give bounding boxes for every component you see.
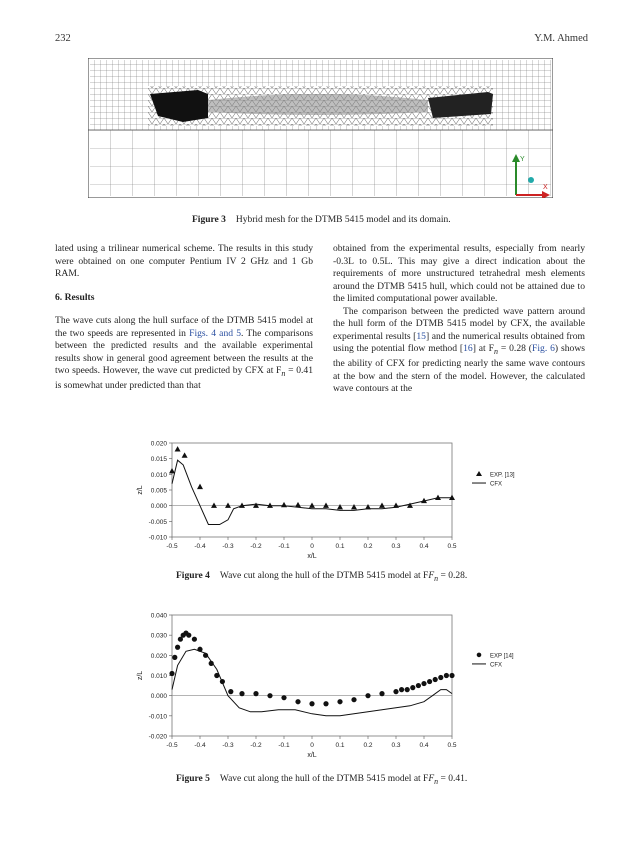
- exp-point: [337, 504, 343, 509]
- x-tick-label: -0.1: [278, 543, 290, 550]
- x-tick-label: -0.2: [250, 742, 262, 749]
- exp-point: [309, 502, 315, 507]
- y-tick-label: 0.020: [150, 440, 167, 448]
- y-tick-label: 0.000: [150, 693, 167, 701]
- exp-point: [175, 446, 181, 451]
- page-number: 232: [55, 33, 71, 44]
- exp-point: [182, 452, 188, 457]
- right-column: [333, 243, 585, 396]
- exp-point: [169, 468, 175, 473]
- figure3-caption: [192, 215, 451, 225]
- figure5-caption: Figure 5 Wave cut along the hull of the DTMB 5415 model at $FF_n = 0.41$.: [176, 774, 468, 786]
- legend-label: EXP [14]: [490, 653, 514, 660]
- exp-point: [186, 633, 191, 638]
- exp-point: [351, 504, 357, 509]
- exp-point: [239, 691, 244, 696]
- exp-point: [438, 675, 443, 680]
- exp-point: [267, 693, 272, 698]
- y-tick-label: 0.030: [150, 632, 167, 640]
- x-tick-label: 0: [310, 543, 314, 550]
- legend-label: EXP. [13]: [490, 472, 515, 479]
- x-tick-label: -0.5: [166, 543, 178, 550]
- x-tick-label: 0.4: [419, 543, 429, 550]
- x-tick-label: 0.5: [447, 543, 457, 550]
- axis-x-label: X: [543, 184, 548, 191]
- figure3-label: Figure 3: [192, 215, 226, 225]
- axis-y-label: Y: [520, 156, 525, 163]
- legend-exp-swatch: [477, 653, 482, 658]
- exp-point: [449, 673, 454, 678]
- axis-z-dot: [528, 177, 534, 183]
- exp-point: [379, 691, 384, 696]
- y-tick-label: 0.020: [150, 652, 167, 660]
- left-paragraph-2: The wave cuts along the hull surface of the DTMB 5415 model at the two speeds are represented in Figs. 4 and 5. The comparisons between the predicted results and the available experimental results show in general good agreement between the results at the two speeds. However, the wave cut predicted by CFX at $F_n = 0.41$ is somewhat under predicted than that: [55, 315, 313, 392]
- exp-point: [253, 502, 259, 507]
- x-tick-label: -0.4: [194, 543, 206, 550]
- exp-point: [379, 502, 385, 507]
- y-tick-label: -0.005: [148, 518, 167, 526]
- hull-midbody: [208, 94, 428, 115]
- exp-point: [309, 701, 314, 706]
- left-paragraph-1: lated using a trilinear numerical scheme. The results in this study were obtained on one computer Pentium IV 2 GHz and 1 Gb RAM.: [55, 243, 313, 279]
- fig-6-link[interactable]: Fig. 6: [532, 343, 555, 354]
- exp-point: [421, 681, 426, 686]
- x-tick-label: 0.4: [419, 742, 429, 749]
- x-tick-label: 0.2: [363, 742, 373, 749]
- exp-point: [365, 693, 370, 698]
- x-tick-label: 0.1: [335, 543, 345, 550]
- figure4-chart: [130, 433, 530, 563]
- legend-exp-swatch: [476, 471, 482, 476]
- right-paragraph-2: The comparison between the predicted wave pattern around the hull form of the DTMB 5415 model by CFX, the available experimental results [15] and the numerical results obtained from using the potential flow method [16] at $F_n = 0.28$ (Fig. 6) shows the ability of CFX for predicting nearly the same wave contours at the bow and the stern of the model. However, the calculated wave contours at the: [333, 305, 585, 395]
- figure4-label: Figure 4: [176, 571, 210, 581]
- exp-point: [169, 671, 174, 676]
- x-tick-label: 0.2: [363, 543, 373, 550]
- x-axis-label: x/L: [307, 553, 317, 560]
- x-tick-label: -0.4: [194, 742, 206, 749]
- exp-point: [337, 699, 342, 704]
- x-tick-label: -0.5: [166, 742, 178, 749]
- exp-point: [427, 679, 432, 684]
- x-tick-label: -0.3: [222, 742, 234, 749]
- running-head-author: Y.M. Ahmed: [534, 33, 588, 44]
- y-tick-label: 0.015: [150, 456, 167, 464]
- exp-point: [399, 687, 404, 692]
- exp-point: [192, 637, 197, 642]
- x-tick-label: -0.3: [222, 543, 234, 550]
- x-tick-label: 0.3: [391, 742, 401, 749]
- figure3-mesh-image: [88, 58, 553, 198]
- y-tick-label: 0.040: [150, 612, 167, 620]
- exp-point: [410, 685, 415, 690]
- x-tick-label: 0.3: [391, 543, 401, 550]
- figure4-caption: Figure 4 Wave cut along the hull of the DTMB 5415 model at $FF_n = 0.28$.: [176, 571, 468, 583]
- plot-area: [172, 443, 452, 537]
- legend-label: CFX: [490, 481, 502, 488]
- x-tick-label: 0: [310, 742, 314, 749]
- x-axis-label: x/L: [307, 752, 317, 759]
- y-tick-label: 0.010: [150, 471, 167, 479]
- x-tick-label: 0.1: [335, 742, 345, 749]
- exp-point: [211, 502, 217, 507]
- left-column: [55, 243, 313, 393]
- y-tick-label: -0.020: [148, 733, 167, 741]
- exp-point: [172, 655, 177, 660]
- x-tick-label: -0.1: [278, 742, 290, 749]
- y-tick-label: -0.010: [148, 534, 167, 542]
- exp-point: [295, 502, 301, 507]
- y-tick-label: 0.010: [150, 673, 167, 680]
- exp-point: [416, 683, 421, 688]
- figs-4-5-link[interactable]: Figs. 4 and 5: [189, 327, 242, 339]
- legend-label: CFX: [490, 662, 502, 669]
- exp-point: [281, 695, 286, 700]
- y-tick-label: 0.005: [150, 487, 167, 495]
- figure5-chart: [130, 605, 530, 770]
- figure5-label: Figure 5: [176, 774, 210, 784]
- y-tick-label: -0.010: [148, 713, 167, 721]
- exp-point: [323, 701, 328, 706]
- exp-point: [444, 673, 449, 678]
- section-title-results: 6. Results: [55, 291, 95, 303]
- plot-area: [172, 615, 452, 736]
- exp-point: [253, 691, 258, 696]
- exp-point: [393, 689, 398, 694]
- exp-point: [197, 484, 203, 489]
- right-paragraph-1: obtained from the experimental results, especially from nearly -0.3L to 0.5L. This may give a direct indication about the requirements of more unstructured tetrahedral mesh elements around the DTMB 5415 hull, which could not be attained due to the limited computational power available.: [333, 243, 585, 304]
- x-tick-label: -0.2: [250, 543, 262, 550]
- exp-point: [433, 677, 438, 682]
- x-tick-label: 0.5: [447, 742, 457, 749]
- exp-point: [295, 699, 300, 704]
- figure3-caption-text: Hybrid mesh for the DTMB 5415 model and its domain.: [235, 215, 451, 225]
- y-axis-label: z/L: [137, 485, 144, 495]
- ref-15-link[interactable]: 15: [416, 330, 426, 342]
- exp-point: [405, 687, 410, 692]
- y-tick-label: 0.000: [150, 503, 167, 511]
- exp-point: [351, 697, 356, 702]
- y-axis-label: z/L: [137, 670, 144, 681]
- exp-point: [281, 502, 287, 507]
- exp-point: [175, 645, 180, 650]
- ref-16-link[interactable]: 16: [463, 343, 473, 354]
- exp-point: [228, 689, 233, 694]
- exp-point: [323, 502, 329, 507]
- exp-point: [225, 502, 231, 507]
- series-cfx-line: [172, 460, 452, 524]
